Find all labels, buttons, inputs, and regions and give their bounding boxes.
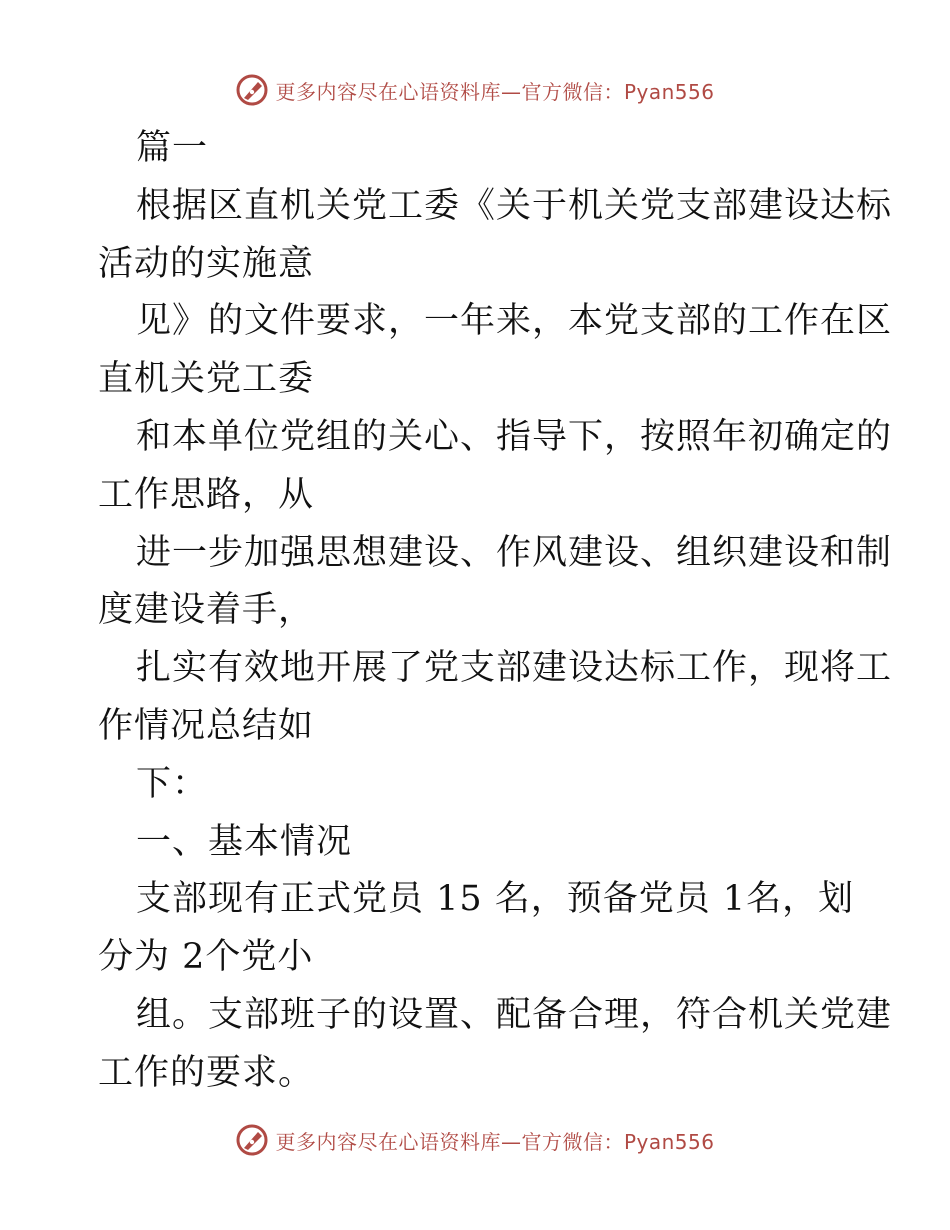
text-line: 工作思路，从 [98, 474, 315, 515]
header-banner [0, 68, 950, 112]
text-line: 扎实有效地开展了党支部建设达标工作，现将工 [136, 648, 893, 689]
text-line: 见》的文件要求，一年来，本党支部的工作在区 [136, 301, 893, 342]
footer-banner [0, 1118, 950, 1162]
text-line: 度建设着手， [98, 590, 315, 631]
text-line: 根据区直机关党工委《关于机关党支部建设达标 [136, 185, 893, 226]
text-line: 活动的实施意 [98, 243, 315, 284]
text-line: 进一步加强思想建设、作风建设、组织建设和制 [136, 532, 893, 573]
document-body [98, 120, 893, 1103]
text-line: 作情况总结如 [98, 705, 315, 746]
pen-logo-icon [235, 1123, 269, 1157]
text-line: 支部现有正式党员 15 名，预备党员 1名，划 [136, 879, 855, 920]
text-line: 组。支部班子的设置、配备合理，符合机关党建 [136, 994, 893, 1035]
text-line: 直机关党工委 [98, 359, 315, 400]
text-line: 篇一 [136, 128, 209, 168]
text-line: 一、基本情况 [136, 821, 353, 862]
pen-logo-icon [235, 73, 269, 107]
text-line: 工作的要求。 [98, 1052, 315, 1093]
footer-banner-text: 更多内容尽在心语资料库—官方微信：Pyan556 [275, 1129, 715, 1154]
text-line: 和本单位党组的关心、指导下，按照年初确定的 [136, 416, 893, 457]
text-line: 分为 2个党小 [98, 937, 314, 978]
text-line: 下： [136, 763, 209, 804]
header-banner-text: 更多内容尽在心语资料库—官方微信：Pyan556 [275, 79, 715, 104]
